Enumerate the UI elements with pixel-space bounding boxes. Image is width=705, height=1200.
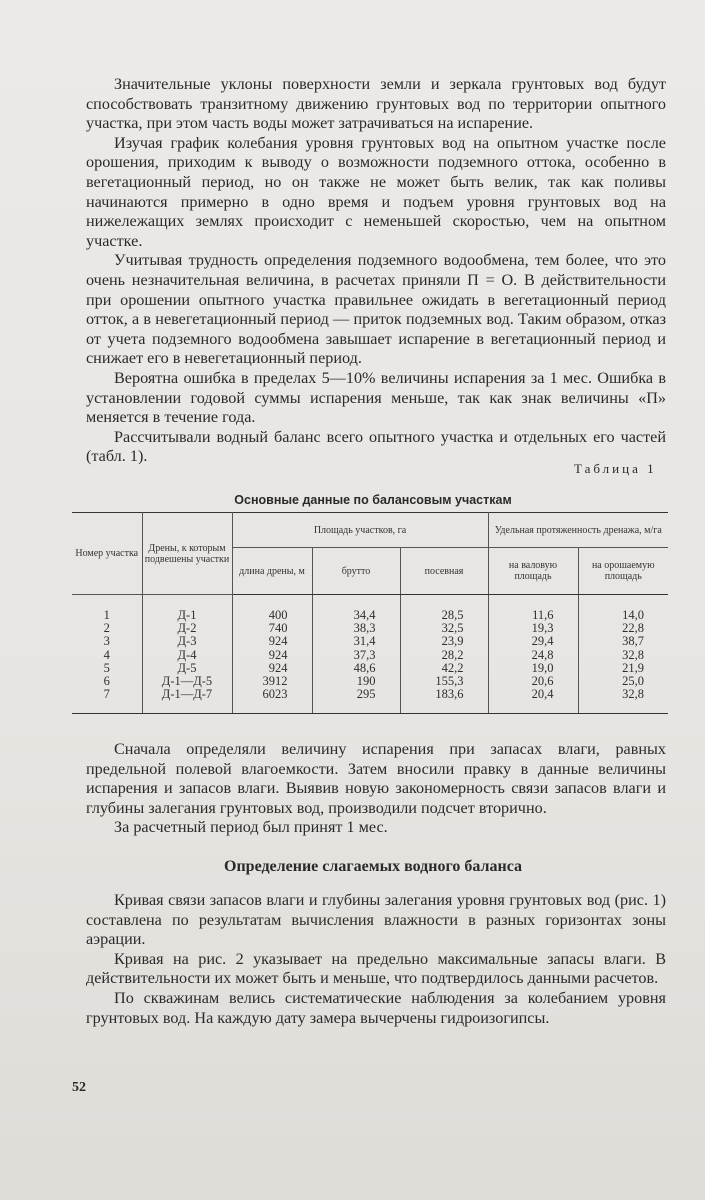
table-cell: 740 xyxy=(232,622,312,635)
paragraph: Значительные уклоны поверхности земли и зеркала грунтовых вод будут способствовать транзитному движению грунтовых вод по территории опытного участка, при этом часть воды может затрачиваться на испарение. xyxy=(86,75,666,133)
page-number: 52 xyxy=(72,1080,86,1095)
header-area-group: Площадь участков, га xyxy=(232,513,488,548)
paragraph: За расчетный период был принят 1 мес. xyxy=(114,818,388,837)
table-cell: 6023 xyxy=(232,688,312,714)
header-sown: посевная xyxy=(400,548,488,595)
table-cell: Д-5 xyxy=(142,662,232,675)
table-body xyxy=(72,595,668,714)
table-cell: 28,5 xyxy=(400,595,488,623)
paragraph: По скважинам велись систематические наблюдения за колебанием уровня грунтовых вод. На каждую дату замера вычерчены гидроизогипсы. xyxy=(86,988,666,1027)
intro-text xyxy=(86,75,666,467)
table-cell: 31,4 xyxy=(312,635,400,648)
table-cell: Д-4 xyxy=(142,649,232,662)
table-row xyxy=(72,649,668,662)
paragraph: Сначала определяли величину испарения при запасах влаги, равных предельной полевой влагоемкости. Затем вносили правку в данные величины испарения и запасов влаги. Выявив новую закономерность связи запасов влаги и глубины залегания грунтовых вод, производили подсчет вторично. xyxy=(86,740,666,817)
table-row xyxy=(72,595,668,623)
table-cell: 19,3 xyxy=(488,622,578,635)
table-cell: Д-2 xyxy=(142,622,232,635)
table-cell: 22,8 xyxy=(622,621,645,636)
paragraph: Учитывая трудность определения подземного водообмена, тем более, что это очень незначительная величина, в расчетах приняли П = О. В действительности при орошении опытного участка правильнее ожидать в вегетационный период отток, а в невегетационный период — приток подземных вод. Таким образом, отказ от учета подземного водообмена завышает испарение в вегетационный период и снижает его в невегетационный период. xyxy=(86,251,666,368)
table-row xyxy=(72,635,668,648)
table-cell: 295 xyxy=(312,688,400,714)
table-cell: 924 xyxy=(232,635,312,648)
table-cell: 21,9 xyxy=(622,660,645,675)
table-cell: 38,7 xyxy=(622,634,645,649)
table-cell: 924 xyxy=(232,649,312,662)
header-per-irrigated: на орошаемую площадь xyxy=(578,548,668,595)
paragraph: Кривая на рис. 2 указывает на предельно максимальные запасы влаги. В действительности их может быть и меньше, что подтвердилось данными расчетов. xyxy=(86,949,666,988)
table-cell: 38,3 xyxy=(312,622,400,635)
table-cell: 42,2 xyxy=(400,662,488,675)
table-title: Основные данные по балансовым участкам xyxy=(234,493,512,507)
table-cell: 5 xyxy=(72,662,142,675)
table-cell: 32,5 xyxy=(400,622,488,635)
balance-plots-table xyxy=(72,512,668,714)
section-text xyxy=(86,891,666,1028)
table-cell: 11,6 xyxy=(488,595,578,623)
header-drains: Дрены, к которым подвешены участки xyxy=(142,513,232,595)
header-length-group: Удельная протяженность дренажа, м/га xyxy=(488,513,668,548)
table-cell: 37,3 xyxy=(312,649,400,662)
method-text xyxy=(86,740,666,838)
table-cell: 25,0 xyxy=(622,674,645,689)
table-cell: 20,4 xyxy=(488,688,578,714)
paragraph: Вероятна ошибка в пределах 5—10% величины испарения за 1 мес. Ошибка в установлении годовой суммы испарения меньше, так как знак величины «П» меняется в течение года. xyxy=(86,368,666,427)
table-cell: 190 xyxy=(312,675,400,688)
table-row xyxy=(72,688,668,714)
table-cell: Д-1 xyxy=(142,595,232,623)
header-per-gross: на валовую площадь xyxy=(488,548,578,595)
table-cell: 7 xyxy=(72,688,142,714)
header-gross: брутто xyxy=(312,548,400,595)
header-drain-length: длина дрены, м xyxy=(232,548,312,595)
table-cell: Д-1—Д-7 xyxy=(142,688,232,714)
table-cell: 20,6 xyxy=(488,675,578,688)
table-cell: 3 xyxy=(72,635,142,648)
table-cell: 14,0 xyxy=(622,608,645,622)
table-cell: Д-3 xyxy=(142,635,232,648)
paragraph: Кривая связи запасов влаги и глубины залегания уровня грунтовых вод (рис. 1) составлена по результатам вычисления влажности в разных горизонтах зоны аэрации. xyxy=(86,891,666,949)
table-cell: 32,8 xyxy=(622,647,645,662)
table-cell: 1 xyxy=(72,595,142,623)
paragraph: Рассчитывали водный баланс всего опытного участка и отдельных его частей (табл. 1). xyxy=(86,427,666,466)
header-number: Номер участка xyxy=(72,513,142,595)
table-cell: 28,2 xyxy=(400,649,488,662)
table-cell: 183,6 xyxy=(400,688,488,714)
table-cell: 3912 xyxy=(232,675,312,688)
table-cell: 400 xyxy=(232,595,312,623)
table-cell: 29,4 xyxy=(488,635,578,648)
section-heading: Определение слагаемых водного баланса xyxy=(224,858,522,875)
table-cell: 4 xyxy=(72,649,142,662)
table-cell: 48,6 xyxy=(312,662,400,675)
table-cell: 24,8 xyxy=(488,649,578,662)
paragraph: Изучая график колебания уровня грунтовых вод на опытном участке после орошения, приходим к выводу о возможности подземного оттока, особенно в вегетационный период, но он также не может быть велик, так как поливы начинаются примерно в одно время и подъем уровня грунтовых вод на нижележащих землях происходит с неменьшей скоростью, чем на опытном участке. xyxy=(86,133,666,250)
table-cell: 23,9 xyxy=(400,635,488,648)
table-number-label: Таблица 1 xyxy=(574,461,657,476)
table-cell: 2 xyxy=(72,622,142,635)
table-cell: 6 xyxy=(72,675,142,688)
table-cell: Д-1—Д-5 xyxy=(142,675,232,688)
table-cell: 34,4 xyxy=(312,595,400,623)
table-cell: 924 xyxy=(232,662,312,675)
table-cell: 19,0 xyxy=(488,662,578,675)
table-cell: 32,8 xyxy=(578,688,668,714)
table-cell: 155,3 xyxy=(400,675,488,688)
